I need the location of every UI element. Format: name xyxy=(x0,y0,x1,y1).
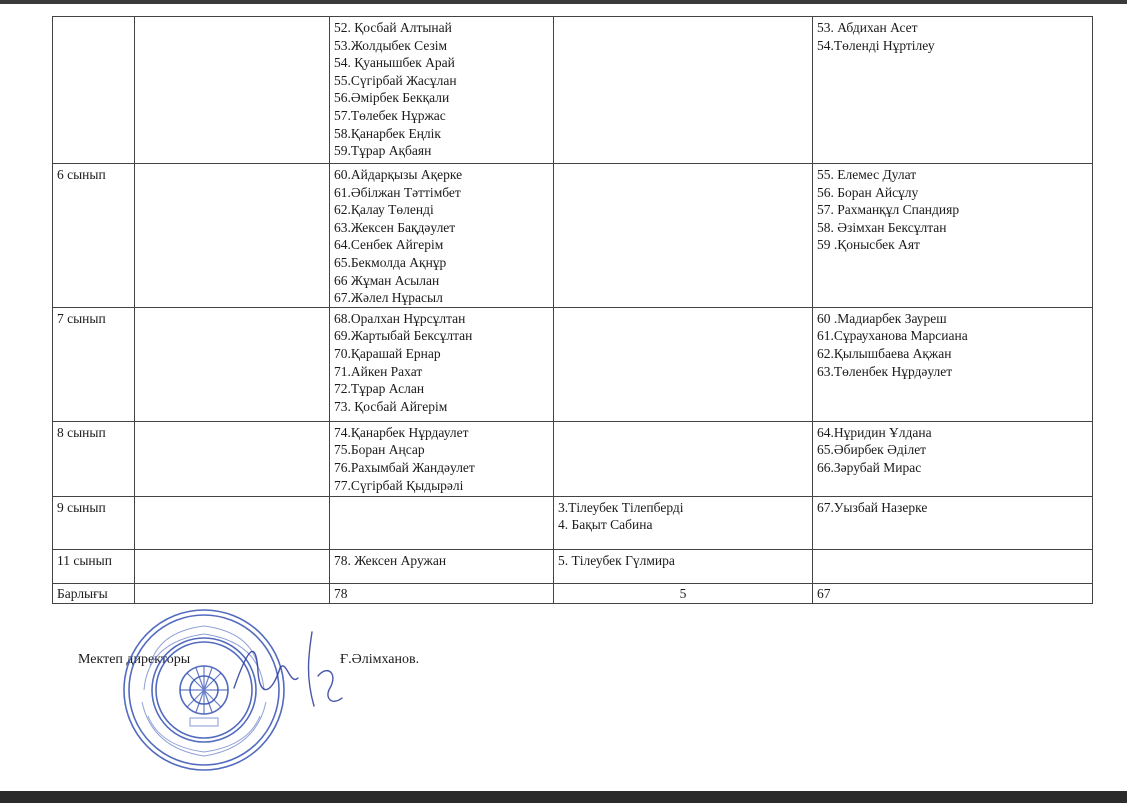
total-col4: 5 xyxy=(554,583,813,604)
student-list-cell xyxy=(135,307,330,421)
student-roster-table xyxy=(52,16,1093,604)
student-name: 62.Қалау Төленді xyxy=(334,202,434,218)
table-row xyxy=(53,164,1093,308)
student-name: 62.Қылышбаева Ақжан xyxy=(817,345,952,361)
class-label-cell xyxy=(53,17,135,164)
class-label-cell: 6 сынып xyxy=(53,164,135,308)
page-bottom-edge xyxy=(0,791,1127,803)
total-empty xyxy=(135,583,330,604)
student-name: 67.Жәлел Нұрасыл xyxy=(334,290,443,306)
student-name: 3.Тілеубек Тілепберді xyxy=(558,499,684,515)
student-name: 56. Боран Айсұлу xyxy=(817,184,919,200)
student-name: 65.Бекмолда Ақнұр xyxy=(334,254,447,270)
student-name: 61.Сұрауханова Марсиана xyxy=(817,328,968,344)
student-name: 68.Оралхан Нұрсұлтан xyxy=(334,310,466,326)
total-col3: 78 xyxy=(330,583,554,604)
student-name: 57.Төлебек Нұржас xyxy=(334,107,446,123)
student-list-cell xyxy=(135,421,330,496)
student-list-cell xyxy=(135,17,330,164)
table-row xyxy=(53,549,1093,583)
page-top-edge xyxy=(0,0,1127,4)
director-title: Мектеп директоры xyxy=(78,652,191,667)
student-name: 59.Тұрар Ақбаян xyxy=(334,143,432,159)
student-name: 58. Әзімхан Бексұлтан xyxy=(817,219,947,235)
student-name: 63.Жексен Бақдәулет xyxy=(334,219,456,235)
student-name: 56.Әмірбек Бекқали xyxy=(334,90,450,106)
director-name: Ғ.Әлімханов. xyxy=(340,652,420,667)
student-name: 66 Жұман Асылан xyxy=(334,272,440,288)
student-name: 52. Қосбай Алтынай xyxy=(334,20,452,35)
student-name: 53.Жолдыбек Сезім xyxy=(334,37,448,53)
student-name: 53. Абдихан Асет xyxy=(817,20,918,35)
total-row xyxy=(53,583,1093,604)
student-list-cell xyxy=(813,164,1093,308)
student-list-cell xyxy=(554,496,813,549)
student-list-cell xyxy=(330,17,554,164)
student-list-cell xyxy=(554,17,813,164)
table-row xyxy=(53,17,1093,164)
class-label-cell: 7 сынып xyxy=(53,307,135,421)
student-name: 54.Төленді Нұртілеу xyxy=(817,37,935,53)
table-row xyxy=(53,307,1093,421)
student-name: 69.Жартыбай Бексұлтан xyxy=(334,328,473,344)
student-name: 63.Төленбек Нұрдәулет xyxy=(817,363,953,379)
class-label-cell: 11 сынып xyxy=(53,549,135,583)
student-list-cell xyxy=(813,496,1093,549)
student-list-cell xyxy=(330,307,554,421)
student-list-cell xyxy=(813,307,1093,421)
student-name: 54. Қуанышбек Арай xyxy=(334,55,455,71)
student-name: 60 .Мадиарбек Зауреш xyxy=(817,310,947,326)
student-list-cell xyxy=(135,549,330,583)
student-list-cell xyxy=(135,496,330,549)
student-name: 60.Айдарқызы Ақерке xyxy=(334,167,463,182)
student-name: 66.Зәрубай Мирас xyxy=(817,459,922,475)
student-name: 5. Тілеубек Гүлмира xyxy=(558,552,675,568)
student-name: 72.Тұрар Аслан xyxy=(334,381,425,397)
handwritten-signature-icon xyxy=(228,628,348,710)
student-name: 71.Айкен Рахат xyxy=(334,363,423,379)
student-name: 76.Рахымбай Жандәулет xyxy=(334,459,475,475)
student-name: 73. Қосбай Айгерім xyxy=(334,398,448,414)
student-list-cell xyxy=(330,421,554,496)
student-name: 55. Елемес Дулат xyxy=(817,167,917,182)
student-name: 58.Қанарбек Еңлік xyxy=(334,125,441,141)
student-name: 75.Боран Аңсар xyxy=(334,442,425,458)
student-name: 57. Рахманқұл Спандияр xyxy=(817,202,960,218)
student-list-cell xyxy=(330,496,554,549)
class-label-cell: 8 сынып xyxy=(53,421,135,496)
class-label-cell: 9 сынып xyxy=(53,496,135,549)
student-name: 64.Нұридин Ұлдана xyxy=(817,424,932,440)
student-list-cell xyxy=(330,549,554,583)
student-name: 77.Сүгірбай Қыдырәлі xyxy=(334,477,464,493)
student-list-cell xyxy=(330,164,554,308)
table-row xyxy=(53,496,1093,549)
student-list-cell xyxy=(554,549,813,583)
student-name: 78. Жексен Аружан xyxy=(334,552,447,568)
student-list-cell xyxy=(135,164,330,308)
student-name: 74.Қанарбек Нұрдаулет xyxy=(334,424,469,440)
student-name: 4. Бақыт Сабина xyxy=(558,517,653,533)
student-name: 67.Уызбай Назерке xyxy=(817,499,928,515)
student-name: 55.Сүгірбай Жасұлан xyxy=(334,72,457,88)
student-list-cell xyxy=(554,307,813,421)
student-name: 61.Әбілжан Тәттімбет xyxy=(334,184,461,200)
table-row xyxy=(53,421,1093,496)
student-list-cell xyxy=(813,421,1093,496)
total-label: Барлығы xyxy=(53,583,135,604)
student-name: 64.Сенбек Айгерім xyxy=(334,237,444,253)
student-name: 59 .Қонысбек Аят xyxy=(817,237,920,253)
student-list-cell xyxy=(554,421,813,496)
student-list-cell xyxy=(554,164,813,308)
student-name: 65.Әбирбек Әділет xyxy=(817,442,927,458)
total-col5: 67 xyxy=(813,583,1093,604)
student-list-cell xyxy=(813,17,1093,164)
student-name: 70.Қарашай Ернар xyxy=(334,345,441,361)
student-list-cell xyxy=(813,549,1093,583)
